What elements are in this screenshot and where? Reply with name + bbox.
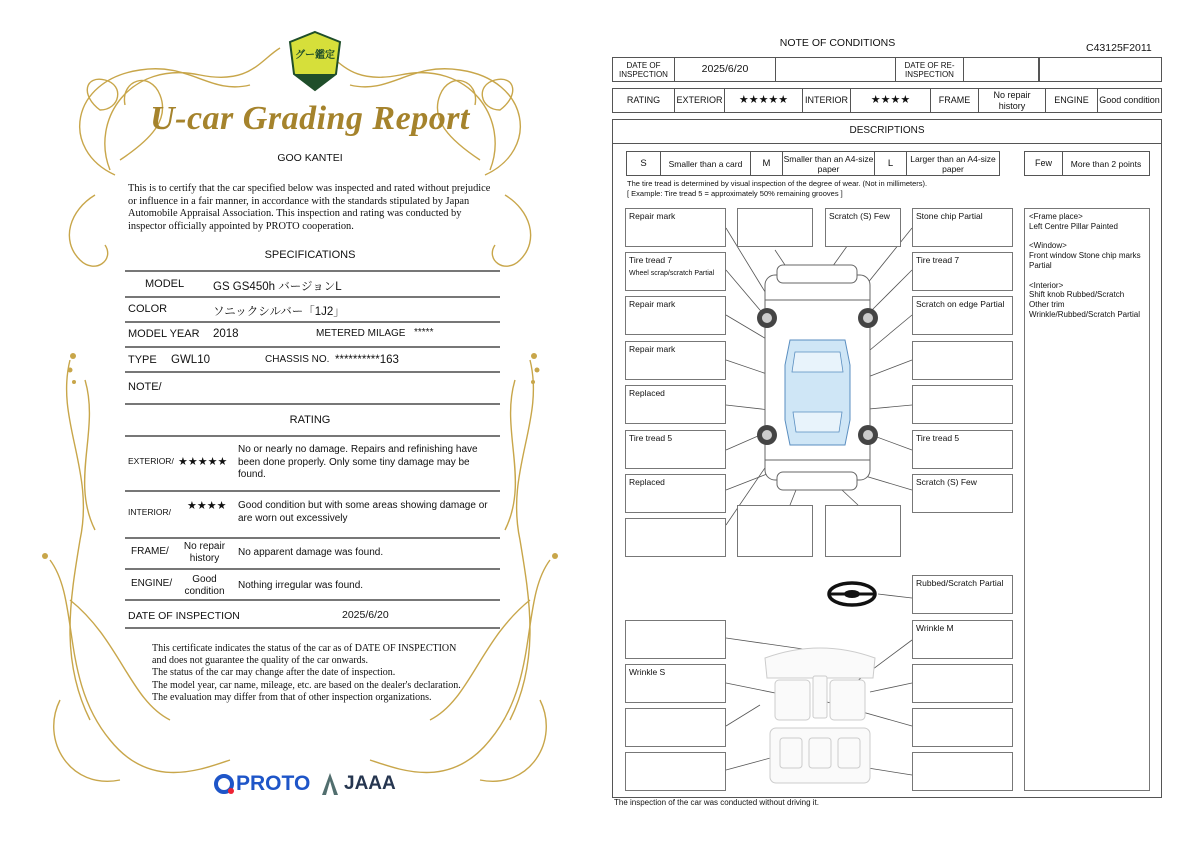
conditions-footer: The inspection of the car was conducted without driving it. (614, 798, 819, 807)
report-code: C43125F2011 (1086, 42, 1152, 54)
desc-box-int-left-1 (625, 620, 726, 659)
legend-key: L (875, 152, 907, 175)
desc-box-right-6 (912, 430, 1013, 469)
engine-label: ENGINE (1046, 89, 1098, 112)
footer-note: The evaluation may differ from that of other inspection organizations. (152, 691, 432, 703)
legend-key: Few (1025, 152, 1063, 175)
footer-note: The model year, car name, mileage, etc. are based on the dealer's declaration. (152, 679, 461, 691)
desc-box-right-5 (912, 385, 1013, 424)
legend-value: Smaller than an A4-size paper (783, 153, 874, 174)
specifications-heading: SPECIFICATIONS (264, 249, 356, 261)
side-note (1029, 271, 1145, 281)
desc-box-left-4 (625, 341, 726, 380)
desc-box-left-2 (625, 252, 726, 291)
desc-box-left-1 (625, 208, 726, 247)
box-label: Scratch (S) Few (916, 477, 977, 487)
desc-box-bottom-2 (825, 505, 901, 557)
box-label: Repair mark (629, 344, 676, 354)
desc-box-left-8 (625, 518, 726, 557)
desc-box-bottom-1 (737, 505, 813, 557)
desc-box-int-left-2 (625, 664, 726, 703)
conditions-title: NOTE OF CONDITIONS (779, 37, 896, 49)
desc-box-left-3 (625, 296, 726, 335)
box-label: Scratch (S) Few (829, 211, 890, 221)
desc-box-right-3 (912, 296, 1013, 335)
chassis-value: **********163 (335, 354, 399, 366)
exterior-desc: No or nearly no damage. Repairs and refinishing have been done properly. Only some tiny damage may be found. (238, 444, 478, 480)
type-label: TYPE (128, 354, 157, 366)
note-label: NOTE/ (128, 381, 162, 393)
desc-box-int-right-2 (912, 664, 1013, 703)
engine-value: Good condition (184, 574, 225, 597)
side-note: <Interior> (1029, 280, 1064, 290)
exterior-stars: ★★★★★ (725, 89, 803, 112)
model-year-value: 2018 (213, 328, 239, 340)
desc-box-right-4 (912, 341, 1013, 380)
footer-note: This certificate indicates the status of the car as of DATE OF INSPECTION and does not guarantee the quality of the car onwards. (152, 643, 457, 667)
box-label: Tire tread 5 (629, 433, 673, 443)
car-top-view (755, 260, 880, 495)
box-label: Tire tread 7 (629, 255, 673, 265)
interior-label: INTERIOR/ (128, 507, 171, 517)
engine-desc: Nothing irregular was found. (238, 580, 364, 591)
chassis-label: CHASSIS NO. (265, 354, 330, 365)
date-of-inspection-value: 2025/6/20 (675, 58, 776, 81)
desc-box-top-1 (737, 208, 813, 247)
side-note: Shift knob Rubbed/Scratch (1029, 290, 1125, 300)
desc-box-left-7 (625, 474, 726, 513)
color-value: ソニックシルバー「1J2」 (213, 306, 345, 318)
exterior-stars: ★★★★★ (178, 456, 228, 468)
box-label: Wrinkle S (629, 667, 666, 677)
side-note: Front window Stone chip marks Partial (1029, 251, 1141, 270)
legend-key: M (751, 152, 783, 175)
color-label: COLOR (128, 303, 168, 315)
jaaa-text: JAAA (344, 773, 396, 794)
desc-box-right-7 (912, 474, 1013, 513)
metered-value: ***** (414, 327, 434, 338)
side-notes-box (1024, 208, 1150, 791)
desc-box-top-2 (825, 208, 901, 247)
legend-value: Larger than an A4-size paper (910, 153, 996, 174)
box-label: Wheel scrap/scratch Partial (629, 270, 715, 277)
reinspection-label: DATE OF RE-INSPECTION (896, 58, 964, 81)
desc-box-int-right-3 (912, 708, 1013, 747)
desc-box-steering (912, 575, 1013, 614)
model-value: GS GS450h バージョンL (213, 281, 342, 293)
box-label: Tire tread 5 (916, 433, 960, 443)
frame-desc: No apparent damage was found. (238, 547, 384, 558)
box-label: Scratch on edge Partial (916, 299, 1005, 309)
legend-value: More than 2 points (1070, 158, 1142, 169)
box-label: Stone chip Partial (916, 211, 983, 221)
date-of-inspection-label: DATE OF INSPECTION (613, 58, 675, 81)
tire-note: The tire tread is determined by visual inspection of the degree of wear. (Not in millimeters). (627, 179, 928, 188)
rating-label: RATING (613, 89, 675, 112)
desc-box-int-right-4 (912, 752, 1013, 791)
intro-text: This is to certify that the car specified below was inspected and rated without prejudice or influence in a fair manner, in accordance with the standards stipulated by Japan Automobile Appraisal Association. This inspection and rating was conducted by inspector officially appointed by PROTO cooperation. (128, 183, 491, 232)
box-label: Replaced (629, 477, 665, 487)
engine-value: Good condition (1099, 95, 1160, 105)
desc-box-int-left-3 (625, 708, 726, 747)
logo-text: グー鑑定 (295, 50, 335, 61)
subtitle: GOO KANTEI (277, 152, 343, 164)
desc-box-right-2 (912, 252, 1013, 291)
frame-label: FRAME (931, 89, 979, 112)
side-note: Wrinkle/Rubbed/Scratch Partial (1029, 309, 1141, 319)
tire-example: [ Example: Tire tread 5 = approximately 50% remaining grooves ] (627, 189, 843, 198)
steering-wheel-icon (826, 580, 878, 608)
interior-desc: Good condition but with some areas showing damage or are worn out excessively (238, 500, 488, 524)
frame-value: No repair history (979, 89, 1046, 112)
script-title: U-car Grading Report (150, 100, 470, 137)
side-note: Other trim (1029, 300, 1065, 310)
box-label: Rubbed/Scratch Partial (916, 578, 1004, 588)
type-value: GWL10 (171, 354, 210, 366)
date-label: DATE OF INSPECTION (128, 610, 240, 622)
rating-heading: RATING (289, 414, 331, 426)
side-note: <Window> (1029, 241, 1067, 251)
exterior-label: EXTERIOR (675, 89, 725, 112)
box-label: Tire tread 7 (916, 255, 960, 265)
engine-label: ENGINE/ (131, 578, 173, 589)
side-note: Left Centre Pillar Painted (1029, 221, 1118, 231)
side-note (1029, 232, 1145, 242)
interior-stars: ★★★★ (187, 500, 227, 512)
side-note: <Frame place> (1029, 212, 1083, 221)
desc-box-int-left-4 (625, 752, 726, 791)
box-label: Repair mark (629, 211, 676, 221)
box-label: Repair mark (629, 299, 676, 309)
date-value: 2025/6/20 (342, 609, 389, 621)
desc-box-right-1 (912, 208, 1013, 247)
footer-note: The status of the car may change after the date of inspection. (152, 667, 396, 679)
model-label: MODEL (145, 278, 185, 290)
metered-label: METERED MILAGE (316, 328, 406, 339)
frame-value: No repair history (183, 541, 226, 564)
box-label: Replaced (629, 388, 665, 398)
desc-box-left-6 (625, 430, 726, 469)
desc-box-left-5 (625, 385, 726, 424)
frame-label: FRAME/ (131, 546, 169, 557)
legend-value: Smaller than a card (661, 152, 751, 175)
descriptions-heading: DESCRIPTIONS (612, 119, 1162, 144)
model-year-label: MODEL YEAR (128, 328, 200, 340)
proto-text: PROTO (236, 772, 311, 795)
interior-label: INTERIOR (803, 89, 851, 112)
interior-diagram (755, 638, 885, 790)
legend-key: S (627, 152, 661, 175)
exterior-label: EXTERIOR/ (128, 456, 174, 466)
box-label: Wrinkle M (916, 623, 954, 633)
desc-box-int-right-1 (912, 620, 1013, 659)
interior-stars: ★★★★ (851, 89, 931, 112)
